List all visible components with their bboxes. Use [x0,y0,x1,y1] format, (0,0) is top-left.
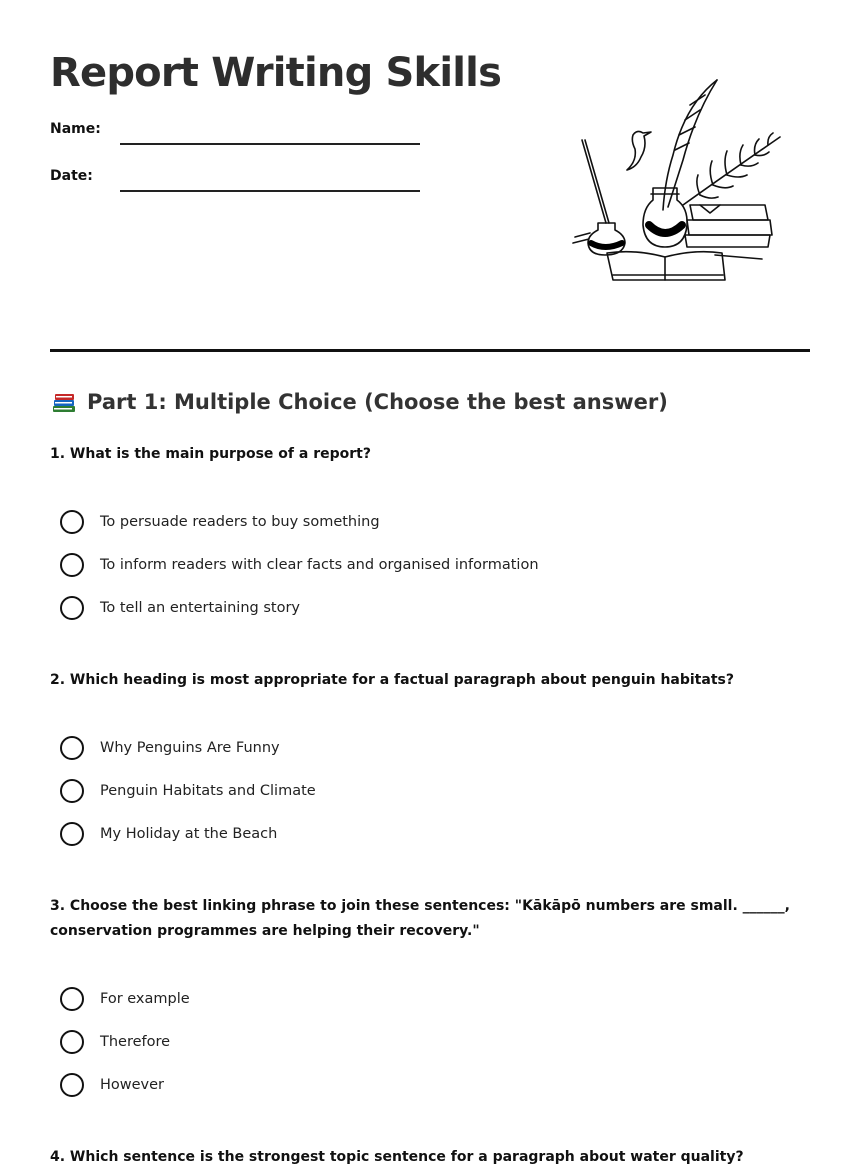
quill-feather [663,80,717,210]
name-label: Name: [50,121,101,137]
question-4-text: 4. Which sentence is the strongest topic sentence for a paragraph about water quality? [50,1149,744,1165]
question-2-option-2[interactable] [60,778,316,804]
radio-button[interactable] [60,1030,84,1054]
date-label: Date: [50,168,93,184]
fern-branch [683,137,780,205]
option-label: To tell an entertaining story [100,600,300,616]
radio-button[interactable] [60,987,84,1011]
bird-shape [627,131,651,170]
question-1-option-2[interactable] [60,552,539,578]
section-heading-part-1 [50,388,668,416]
question-2-option-1[interactable] [60,735,280,761]
radio-button[interactable] [60,1073,84,1097]
option-label: Why Penguins Are Funny [100,740,280,756]
section-heading-text: Part 1: Multiple Choice (Choose the best answer) [87,390,668,414]
option-label: To persuade readers to buy something [100,514,380,530]
question-3-text: 3. Choose the best linking phrase to join these sentences: "Kākāpō numbers are small. ______, conservation programmes are helping their recovery." [50,898,790,939]
option-label: Penguin Habitats and Climate [100,783,316,799]
question-3-option-1[interactable] [60,986,190,1012]
quill-ink-books-illustration [565,75,790,290]
pen-shape [582,140,606,223]
name-field-row [50,110,430,150]
radio-button[interactable] [60,736,84,760]
option-label: However [100,1077,165,1093]
question-2-option-3[interactable] [60,821,277,847]
option-label: For example [100,991,190,1007]
radio-button[interactable] [60,510,84,534]
date-field[interactable] [120,190,420,192]
option-label: My Holiday at the Beach [100,826,278,842]
section-divider [50,349,810,352]
option-label: Therefore [100,1034,171,1050]
question-1-text: 1. What is the main purpose of a report? [50,446,371,462]
question-2-text: 2. Which heading is most appropriate for a factual paragraph about penguin habitats? [50,672,734,688]
radio-button[interactable] [60,553,84,577]
radio-button[interactable] [60,822,84,846]
question-3-option-3[interactable] [60,1072,164,1098]
question-1-option-3[interactable] [60,595,300,621]
date-field-row [50,157,430,197]
glass-inkwell [643,188,687,247]
question-3-option-2[interactable] [60,1029,170,1055]
question-1-option-1[interactable] [60,509,380,535]
option-label: To inform readers with clear facts and organised information [100,557,539,573]
radio-button[interactable] [60,596,84,620]
name-field[interactable] [120,143,420,145]
books-icon [50,388,78,416]
radio-button[interactable] [60,779,84,803]
page-title: Report Writing Skills [50,50,502,96]
ink-bottle-left [588,223,625,255]
